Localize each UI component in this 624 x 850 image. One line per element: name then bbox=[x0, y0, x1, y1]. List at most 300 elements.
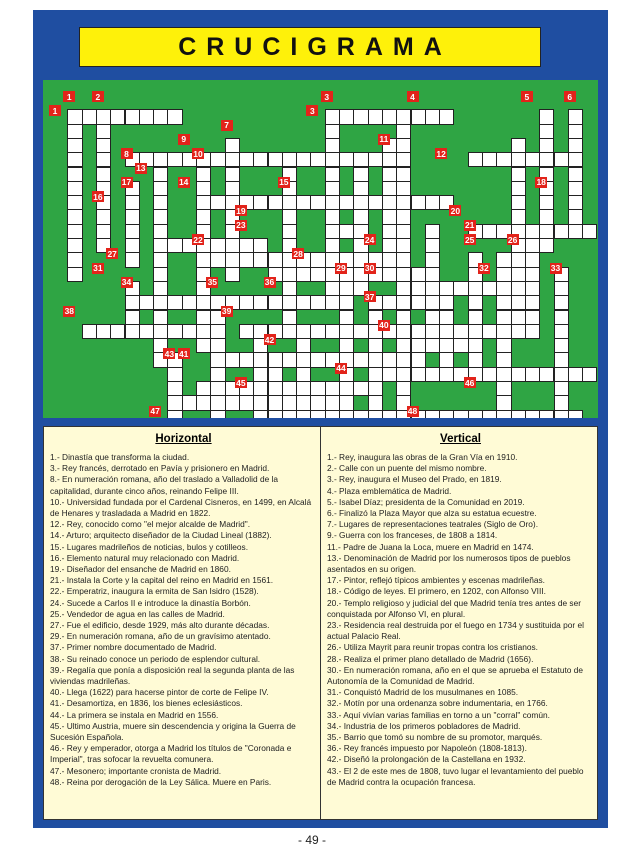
grid-cell[interactable] bbox=[339, 295, 354, 310]
grid-cell[interactable] bbox=[339, 195, 354, 210]
grid-cell[interactable] bbox=[511, 281, 526, 296]
grid-cell[interactable] bbox=[153, 310, 168, 325]
grid-cell[interactable] bbox=[439, 310, 454, 325]
grid-cell[interactable] bbox=[368, 195, 383, 210]
grid-cell[interactable] bbox=[511, 152, 526, 167]
grid-cell[interactable] bbox=[253, 238, 268, 253]
grid-cell[interactable] bbox=[511, 310, 526, 325]
grid-cell[interactable] bbox=[396, 352, 411, 367]
grid-cell[interactable] bbox=[368, 152, 383, 167]
grid-cell[interactable] bbox=[153, 195, 168, 210]
grid-cell[interactable] bbox=[96, 209, 111, 224]
grid-cell[interactable] bbox=[296, 395, 311, 410]
grid-cell[interactable] bbox=[439, 410, 454, 418]
grid-cell[interactable] bbox=[568, 152, 583, 167]
grid-cell[interactable] bbox=[396, 224, 411, 239]
grid-cell[interactable] bbox=[554, 295, 569, 310]
grid-cell[interactable] bbox=[511, 324, 526, 339]
grid-cell[interactable] bbox=[225, 352, 240, 367]
grid-cell[interactable] bbox=[339, 224, 354, 239]
grid-cell[interactable] bbox=[139, 324, 154, 339]
grid-cell[interactable] bbox=[268, 152, 283, 167]
grid-cell[interactable] bbox=[453, 281, 468, 296]
grid-cell[interactable] bbox=[253, 381, 268, 396]
grid-cell[interactable] bbox=[125, 195, 140, 210]
grid-cell[interactable] bbox=[210, 238, 225, 253]
grid-cell[interactable] bbox=[96, 167, 111, 182]
grid-cell[interactable] bbox=[411, 195, 426, 210]
grid-cell[interactable] bbox=[568, 195, 583, 210]
grid-cell[interactable] bbox=[310, 295, 325, 310]
grid-cell[interactable] bbox=[67, 238, 82, 253]
grid-cell[interactable] bbox=[568, 224, 583, 239]
grid-cell[interactable] bbox=[511, 195, 526, 210]
grid-cell[interactable] bbox=[296, 152, 311, 167]
grid-cell[interactable] bbox=[511, 181, 526, 196]
grid-cell[interactable] bbox=[539, 224, 554, 239]
grid-cell[interactable] bbox=[482, 152, 497, 167]
grid-cell[interactable] bbox=[582, 367, 597, 382]
grid-cell[interactable] bbox=[568, 209, 583, 224]
grid-cell[interactable] bbox=[110, 109, 125, 124]
grid-cell[interactable] bbox=[210, 252, 225, 267]
grid-cell[interactable] bbox=[539, 124, 554, 139]
grid-cell[interactable] bbox=[239, 238, 254, 253]
grid-cell[interactable] bbox=[282, 295, 297, 310]
grid-cell[interactable] bbox=[554, 410, 569, 418]
grid-cell[interactable] bbox=[539, 138, 554, 153]
grid-cell[interactable] bbox=[253, 395, 268, 410]
grid-cell[interactable] bbox=[396, 238, 411, 253]
grid-cell[interactable] bbox=[196, 167, 211, 182]
grid-cell[interactable] bbox=[310, 267, 325, 282]
grid-cell[interactable] bbox=[425, 324, 440, 339]
grid-cell[interactable] bbox=[496, 395, 511, 410]
grid-cell[interactable] bbox=[210, 195, 225, 210]
grid-cell[interactable] bbox=[382, 410, 397, 418]
grid-cell[interactable] bbox=[310, 410, 325, 418]
grid-cell[interactable] bbox=[268, 410, 283, 418]
grid-cell[interactable] bbox=[353, 181, 368, 196]
grid-cell[interactable] bbox=[368, 109, 383, 124]
grid-cell[interactable] bbox=[196, 324, 211, 339]
grid-cell[interactable] bbox=[225, 138, 240, 153]
grid-cell[interactable] bbox=[382, 209, 397, 224]
grid-cell[interactable] bbox=[396, 381, 411, 396]
grid-cell[interactable] bbox=[539, 195, 554, 210]
grid-cell[interactable] bbox=[153, 295, 168, 310]
grid-cell[interactable] bbox=[196, 338, 211, 353]
grid-cell[interactable] bbox=[210, 338, 225, 353]
grid-cell[interactable] bbox=[339, 152, 354, 167]
grid-cell[interactable] bbox=[225, 238, 240, 253]
grid-cell[interactable] bbox=[382, 252, 397, 267]
grid-cell[interactable] bbox=[411, 367, 426, 382]
grid-cell[interactable] bbox=[167, 381, 182, 396]
grid-cell[interactable] bbox=[296, 381, 311, 396]
grid-cell[interactable] bbox=[468, 295, 483, 310]
grid-cell[interactable] bbox=[96, 152, 111, 167]
grid-cell[interactable] bbox=[167, 324, 182, 339]
grid-cell[interactable] bbox=[96, 324, 111, 339]
grid-cell[interactable] bbox=[468, 352, 483, 367]
grid-cell[interactable] bbox=[196, 395, 211, 410]
grid-cell[interactable] bbox=[339, 410, 354, 418]
grid-cell[interactable] bbox=[153, 324, 168, 339]
grid-cell[interactable] bbox=[368, 367, 383, 382]
grid-cell[interactable] bbox=[482, 324, 497, 339]
grid-cell[interactable] bbox=[411, 109, 426, 124]
grid-cell[interactable] bbox=[182, 295, 197, 310]
grid-cell[interactable] bbox=[396, 195, 411, 210]
grid-cell[interactable] bbox=[382, 181, 397, 196]
grid-cell[interactable] bbox=[511, 138, 526, 153]
grid-cell[interactable] bbox=[382, 109, 397, 124]
grid-cell[interactable] bbox=[325, 138, 340, 153]
grid-cell[interactable] bbox=[96, 224, 111, 239]
grid-cell[interactable] bbox=[568, 167, 583, 182]
grid-cell[interactable] bbox=[153, 167, 168, 182]
grid-cell[interactable] bbox=[511, 367, 526, 382]
grid-cell[interactable] bbox=[539, 109, 554, 124]
grid-cell[interactable] bbox=[525, 252, 540, 267]
grid-cell[interactable] bbox=[153, 238, 168, 253]
grid-cell[interactable] bbox=[554, 310, 569, 325]
grid-cell[interactable] bbox=[468, 338, 483, 353]
grid-cell[interactable] bbox=[153, 267, 168, 282]
grid-cell[interactable] bbox=[396, 209, 411, 224]
grid-cell[interactable] bbox=[382, 352, 397, 367]
grid-cell[interactable] bbox=[568, 124, 583, 139]
grid-cell[interactable] bbox=[196, 181, 211, 196]
grid-cell[interactable] bbox=[296, 195, 311, 210]
grid-cell[interactable] bbox=[225, 395, 240, 410]
grid-cell[interactable] bbox=[554, 224, 569, 239]
grid-cell[interactable] bbox=[167, 395, 182, 410]
grid-cell[interactable] bbox=[511, 167, 526, 182]
grid-cell[interactable] bbox=[368, 352, 383, 367]
grid-cell[interactable] bbox=[210, 324, 225, 339]
grid-cell[interactable] bbox=[282, 381, 297, 396]
grid-cell[interactable] bbox=[296, 367, 311, 382]
grid-cell[interactable] bbox=[268, 195, 283, 210]
grid-cell[interactable] bbox=[67, 152, 82, 167]
grid-cell[interactable] bbox=[496, 381, 511, 396]
grid-cell[interactable] bbox=[396, 310, 411, 325]
grid-cell[interactable] bbox=[110, 324, 125, 339]
grid-cell[interactable] bbox=[353, 324, 368, 339]
grid-cell[interactable] bbox=[153, 109, 168, 124]
grid-cell[interactable] bbox=[396, 167, 411, 182]
grid-cell[interactable] bbox=[125, 109, 140, 124]
grid-cell[interactable] bbox=[325, 281, 340, 296]
grid-cell[interactable] bbox=[82, 109, 97, 124]
grid-cell[interactable] bbox=[325, 181, 340, 196]
grid-cell[interactable] bbox=[496, 281, 511, 296]
grid-cell[interactable] bbox=[253, 195, 268, 210]
grid-cell[interactable] bbox=[468, 281, 483, 296]
grid-cell[interactable] bbox=[282, 209, 297, 224]
grid-cell[interactable] bbox=[496, 310, 511, 325]
grid-cell[interactable] bbox=[182, 395, 197, 410]
grid-cell[interactable] bbox=[268, 367, 283, 382]
grid-cell[interactable] bbox=[253, 252, 268, 267]
grid-cell[interactable] bbox=[411, 295, 426, 310]
grid-cell[interactable] bbox=[225, 181, 240, 196]
grid-cell[interactable] bbox=[253, 352, 268, 367]
grid-cell[interactable] bbox=[539, 367, 554, 382]
grid-cell[interactable] bbox=[167, 410, 182, 418]
grid-cell[interactable] bbox=[210, 410, 225, 418]
grid-cell[interactable] bbox=[525, 295, 540, 310]
grid-cell[interactable] bbox=[253, 152, 268, 167]
grid-cell[interactable] bbox=[382, 267, 397, 282]
grid-cell[interactable] bbox=[325, 324, 340, 339]
grid-cell[interactable] bbox=[167, 109, 182, 124]
grid-cell[interactable] bbox=[325, 195, 340, 210]
grid-cell[interactable] bbox=[382, 295, 397, 310]
grid-cell[interactable] bbox=[167, 152, 182, 167]
grid-cell[interactable] bbox=[482, 367, 497, 382]
grid-cell[interactable] bbox=[67, 195, 82, 210]
grid-cell[interactable] bbox=[439, 324, 454, 339]
grid-cell[interactable] bbox=[96, 124, 111, 139]
grid-cell[interactable] bbox=[396, 138, 411, 153]
grid-cell[interactable] bbox=[368, 410, 383, 418]
grid-cell[interactable] bbox=[82, 324, 97, 339]
grid-cell[interactable] bbox=[325, 152, 340, 167]
grid-cell[interactable] bbox=[268, 395, 283, 410]
grid-cell[interactable] bbox=[268, 252, 283, 267]
grid-cell[interactable] bbox=[439, 109, 454, 124]
grid-cell[interactable] bbox=[296, 324, 311, 339]
grid-cell[interactable] bbox=[210, 367, 225, 382]
grid-cell[interactable] bbox=[554, 381, 569, 396]
grid-cell[interactable] bbox=[310, 395, 325, 410]
grid-cell[interactable] bbox=[425, 367, 440, 382]
grid-cell[interactable] bbox=[368, 395, 383, 410]
grid-cell[interactable] bbox=[554, 324, 569, 339]
grid-cell[interactable] bbox=[239, 252, 254, 267]
grid-cell[interactable] bbox=[511, 295, 526, 310]
grid-cell[interactable] bbox=[139, 295, 154, 310]
grid-cell[interactable] bbox=[125, 238, 140, 253]
grid-cell[interactable] bbox=[411, 324, 426, 339]
grid-cell[interactable] bbox=[582, 224, 597, 239]
grid-cell[interactable] bbox=[568, 367, 583, 382]
grid-cell[interactable] bbox=[310, 352, 325, 367]
grid-cell[interactable] bbox=[296, 295, 311, 310]
grid-cell[interactable] bbox=[425, 338, 440, 353]
grid-cell[interactable] bbox=[282, 195, 297, 210]
grid-cell[interactable] bbox=[67, 138, 82, 153]
grid-cell[interactable] bbox=[67, 181, 82, 196]
grid-cell[interactable] bbox=[210, 352, 225, 367]
grid-cell[interactable] bbox=[153, 281, 168, 296]
grid-cell[interactable] bbox=[568, 109, 583, 124]
grid-cell[interactable] bbox=[453, 410, 468, 418]
grid-cell[interactable] bbox=[396, 152, 411, 167]
grid-cell[interactable] bbox=[568, 181, 583, 196]
grid-cell[interactable] bbox=[339, 338, 354, 353]
grid-cell[interactable] bbox=[196, 310, 211, 325]
grid-cell[interactable] bbox=[411, 281, 426, 296]
grid-cell[interactable] bbox=[282, 267, 297, 282]
grid-cell[interactable] bbox=[196, 252, 211, 267]
grid-cell[interactable] bbox=[496, 338, 511, 353]
grid-cell[interactable] bbox=[67, 209, 82, 224]
grid-cell[interactable] bbox=[425, 195, 440, 210]
grid-cell[interactable] bbox=[325, 167, 340, 182]
grid-cell[interactable] bbox=[396, 324, 411, 339]
grid-cell[interactable] bbox=[411, 338, 426, 353]
grid-cell[interactable] bbox=[496, 367, 511, 382]
grid-cell[interactable] bbox=[568, 138, 583, 153]
grid-cell[interactable] bbox=[482, 224, 497, 239]
grid-cell[interactable] bbox=[368, 338, 383, 353]
grid-cell[interactable] bbox=[368, 381, 383, 396]
grid-cell[interactable] bbox=[525, 281, 540, 296]
grid-cell[interactable] bbox=[425, 410, 440, 418]
grid-cell[interactable] bbox=[239, 152, 254, 167]
grid-cell[interactable] bbox=[325, 224, 340, 239]
grid-cell[interactable] bbox=[496, 324, 511, 339]
grid-cell[interactable] bbox=[310, 381, 325, 396]
grid-cell[interactable] bbox=[239, 352, 254, 367]
grid-cell[interactable] bbox=[125, 209, 140, 224]
grid-cell[interactable] bbox=[196, 195, 211, 210]
grid-cell[interactable] bbox=[339, 281, 354, 296]
grid-cell[interactable] bbox=[539, 152, 554, 167]
grid-cell[interactable] bbox=[167, 295, 182, 310]
grid-cell[interactable] bbox=[253, 367, 268, 382]
grid-cell[interactable] bbox=[353, 410, 368, 418]
grid-cell[interactable] bbox=[554, 367, 569, 382]
grid-cell[interactable] bbox=[468, 324, 483, 339]
grid-cell[interactable] bbox=[282, 324, 297, 339]
grid-cell[interactable] bbox=[153, 181, 168, 196]
grid-cell[interactable] bbox=[325, 395, 340, 410]
grid-cell[interactable] bbox=[382, 195, 397, 210]
grid-cell[interactable] bbox=[525, 224, 540, 239]
grid-cell[interactable] bbox=[525, 152, 540, 167]
grid-cell[interactable] bbox=[339, 395, 354, 410]
grid-cell[interactable] bbox=[296, 267, 311, 282]
grid-cell[interactable] bbox=[268, 352, 283, 367]
grid-cell[interactable] bbox=[296, 410, 311, 418]
grid-cell[interactable] bbox=[339, 381, 354, 396]
grid-cell[interactable] bbox=[325, 209, 340, 224]
grid-cell[interactable] bbox=[225, 252, 240, 267]
grid-cell[interactable] bbox=[382, 238, 397, 253]
grid-cell[interactable] bbox=[96, 109, 111, 124]
grid-cell[interactable] bbox=[325, 381, 340, 396]
grid-cell[interactable] bbox=[353, 152, 368, 167]
grid-cell[interactable] bbox=[382, 152, 397, 167]
grid-cell[interactable] bbox=[67, 224, 82, 239]
grid-cell[interactable] bbox=[511, 252, 526, 267]
grid-cell[interactable] bbox=[325, 238, 340, 253]
grid-cell[interactable] bbox=[568, 410, 583, 418]
grid-cell[interactable] bbox=[511, 267, 526, 282]
grid-cell[interactable] bbox=[396, 109, 411, 124]
grid-cell[interactable] bbox=[554, 281, 569, 296]
grid-cell[interactable] bbox=[396, 338, 411, 353]
grid-cell[interactable] bbox=[282, 410, 297, 418]
grid-cell[interactable] bbox=[496, 252, 511, 267]
grid-cell[interactable] bbox=[439, 367, 454, 382]
grid-cell[interactable] bbox=[67, 167, 82, 182]
grid-cell[interactable] bbox=[439, 281, 454, 296]
grid-cell[interactable] bbox=[210, 381, 225, 396]
grid-cell[interactable] bbox=[511, 410, 526, 418]
grid-cell[interactable] bbox=[253, 410, 268, 418]
grid-cell[interactable] bbox=[496, 352, 511, 367]
grid-cell[interactable] bbox=[310, 252, 325, 267]
grid-cell[interactable] bbox=[539, 209, 554, 224]
grid-cell[interactable] bbox=[253, 295, 268, 310]
grid-cell[interactable] bbox=[282, 152, 297, 167]
grid-cell[interactable] bbox=[382, 167, 397, 182]
grid-cell[interactable] bbox=[310, 324, 325, 339]
grid-cell[interactable] bbox=[353, 209, 368, 224]
grid-cell[interactable] bbox=[339, 109, 354, 124]
grid-cell[interactable] bbox=[425, 109, 440, 124]
grid-cell[interactable] bbox=[396, 124, 411, 139]
grid-cell[interactable] bbox=[439, 295, 454, 310]
grid-cell[interactable] bbox=[325, 295, 340, 310]
grid-cell[interactable] bbox=[554, 152, 569, 167]
grid-cell[interactable] bbox=[282, 281, 297, 296]
grid-cell[interactable] bbox=[482, 281, 497, 296]
grid-cell[interactable] bbox=[425, 224, 440, 239]
grid-cell[interactable] bbox=[382, 224, 397, 239]
grid-cell[interactable] bbox=[425, 310, 440, 325]
grid-cell[interactable] bbox=[282, 352, 297, 367]
grid-cell[interactable] bbox=[125, 324, 140, 339]
grid-cell[interactable] bbox=[125, 252, 140, 267]
grid-cell[interactable] bbox=[153, 224, 168, 239]
grid-cell[interactable] bbox=[425, 267, 440, 282]
grid-cell[interactable] bbox=[496, 152, 511, 167]
grid-cell[interactable] bbox=[125, 295, 140, 310]
grid-cell[interactable] bbox=[396, 181, 411, 196]
grid-cell[interactable] bbox=[525, 310, 540, 325]
grid-cell[interactable] bbox=[539, 410, 554, 418]
grid-cell[interactable] bbox=[339, 310, 354, 325]
grid-cell[interactable] bbox=[525, 410, 540, 418]
grid-cell[interactable] bbox=[268, 381, 283, 396]
grid-cell[interactable] bbox=[353, 352, 368, 367]
grid-cell[interactable] bbox=[539, 238, 554, 253]
grid-cell[interactable] bbox=[125, 310, 140, 325]
grid-cell[interactable] bbox=[353, 381, 368, 396]
grid-cell[interactable] bbox=[425, 252, 440, 267]
grid-cell[interactable] bbox=[67, 252, 82, 267]
grid-cell[interactable] bbox=[396, 252, 411, 267]
grid-cell[interactable] bbox=[482, 410, 497, 418]
grid-cell[interactable] bbox=[282, 224, 297, 239]
grid-cell[interactable] bbox=[325, 124, 340, 139]
grid-cell[interactable] bbox=[353, 195, 368, 210]
grid-cell[interactable] bbox=[268, 295, 283, 310]
grid-cell[interactable] bbox=[396, 367, 411, 382]
grid-cell[interactable] bbox=[468, 152, 483, 167]
grid-cell[interactable] bbox=[182, 324, 197, 339]
grid-cell[interactable] bbox=[468, 310, 483, 325]
grid-cell[interactable] bbox=[468, 410, 483, 418]
grid-cell[interactable] bbox=[210, 152, 225, 167]
